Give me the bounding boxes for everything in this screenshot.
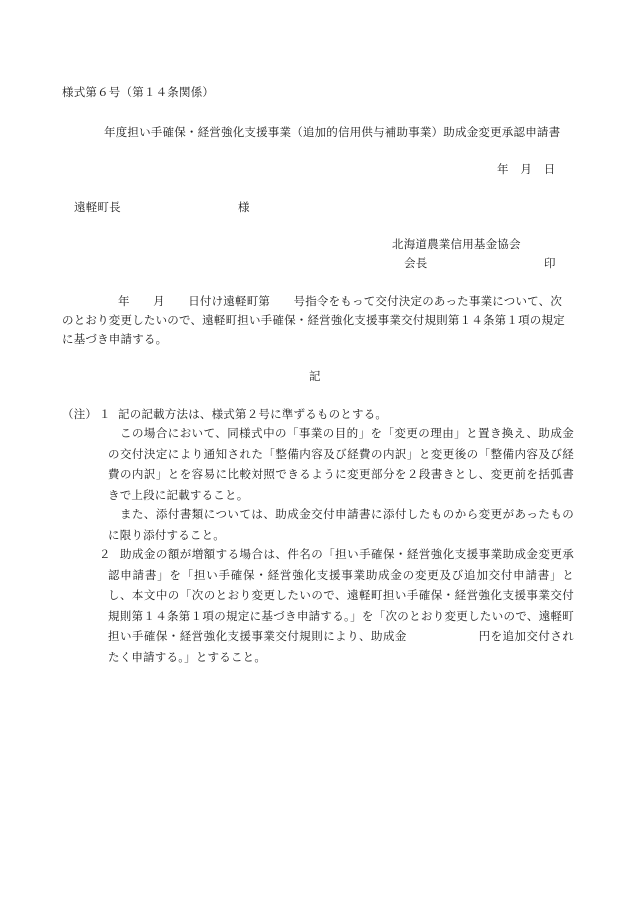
note-2-number: ２ [99, 547, 111, 561]
note-2-text: 助成金の額が増額する場合は、件名の「担い手確保・経営強化支援事業助成金変更承認申請書」を「担い手確保・経営強化支援事業助成金の変更及び追加交付申請書」とし、本文中の「次のとおり変更したいので、遠軽町担い手確保・経営強化支援事業交付規則第１４条第１項の規定に基づき申請する。」を「次のとおり変更したいので、遠軽町担い手確保・経営強化支援事業交付規則により、助成金 円を追加交付されたく申請する。」とすること。 [108, 547, 574, 664]
body-line-3: に基づき申請する。 [62, 332, 168, 346]
notes-label: （注） [62, 407, 98, 421]
form-number: 様式第６号（第１４条関係） [62, 85, 215, 99]
note-1-paragraph-3: また、添付書類については、助成金交付申請書に添付したものから変更があったものに限り添付すること。 [108, 507, 574, 542]
date-line: 年 月 日 [497, 162, 556, 176]
body-line-2: のとおり変更したいので、遠軽町担い手確保・経営強化支援事業交付規則第１４条第１項の規定 [62, 313, 565, 327]
note-1-paragraph-2: この場合において、同様式中の「事業の目的」を「変更の理由」と置き換え、助成金の交付決定により通知された「整備内容及び経費の内訳」と変更後の「整備内容及び経費の内訳」とを容易に比較対照できるように変更部分を２段書きとし、変更前を括弧書きで上段に記載すること。 [108, 426, 574, 502]
seal-mark: 印 [544, 256, 556, 270]
document-title: 年度担い手確保・経営強化支援事業（追加的信用供与補助事業）助成金変更承認申請書 [104, 125, 561, 139]
body-line-1: 年 月 日付け遠軽町第 号指令をもって交付決定のあった事業について、次 [118, 294, 563, 308]
applicant-org: 北海道農業信用基金協会 [392, 237, 521, 251]
addressee-name: 遠軽町長 [74, 200, 121, 214]
note-1-number: １ [99, 407, 111, 421]
addressee-honorific: 様 [238, 200, 250, 214]
note-1-text: 記の記載方法は、様式第２号に準ずるものとする。 [118, 407, 388, 421]
applicant-title: 会長 [404, 256, 428, 270]
ki-heading: 記 [309, 369, 321, 383]
